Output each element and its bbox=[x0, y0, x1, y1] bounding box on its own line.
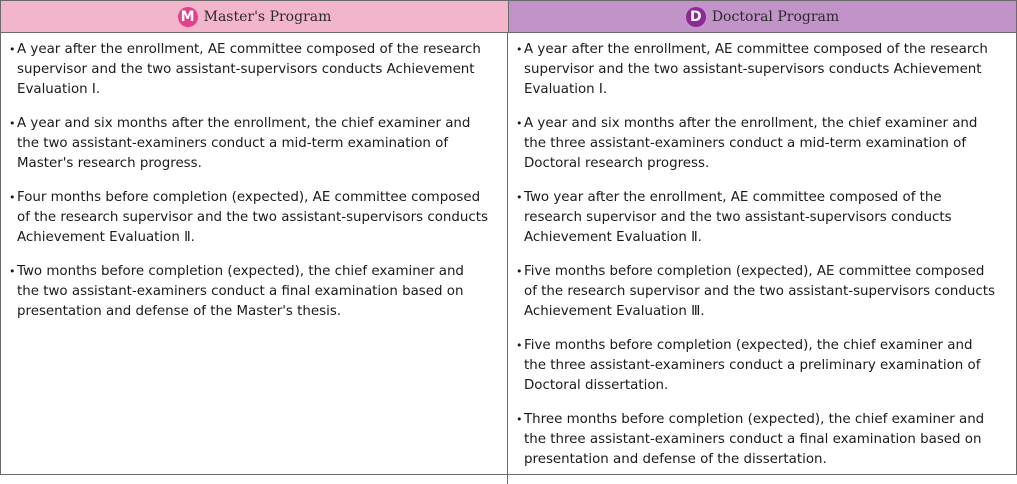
bullet-icon: • bbox=[9, 43, 16, 56]
list-item bbox=[516, 114, 1010, 174]
doctoral-title: Doctoral Program bbox=[711, 8, 840, 25]
list-item-text: Five months before completion (expected), AE committee composed of the research supervisor and the two assistant-supervisors conducts Achievement Evaluation Ⅲ. bbox=[524, 264, 995, 319]
table-body-row bbox=[1, 33, 1016, 484]
bullet-icon: • bbox=[516, 339, 523, 352]
bullet-icon: • bbox=[9, 117, 16, 130]
list-item-text: Three months before completion (expected), the chief examiner and the three assistant-examiners conduct a final examination based on presentation and defense of the dissertation. bbox=[524, 412, 985, 467]
masters-column bbox=[1, 33, 508, 484]
list-item-text: A year and six months after the enrollment, the chief examiner and the two assistant-examiners conduct a mid-term examination of Master's research progress. bbox=[17, 116, 471, 171]
list-item-text: Five months before completion (expected), the chief examiner and the three assistant-examiners conduct a preliminary examination of Doctoral dissertation. bbox=[524, 338, 981, 393]
masters-header bbox=[1, 1, 509, 32]
bullet-icon: • bbox=[516, 43, 523, 56]
masters-badge-icon: M bbox=[178, 7, 198, 27]
doctoral-column bbox=[508, 33, 1016, 484]
bullet-icon: • bbox=[516, 117, 523, 130]
list-item bbox=[516, 40, 1010, 100]
list-item-text: A year after the enrollment, AE committee composed of the research supervisor and the two assistant-supervisors conducts Achievement Evaluation Ⅰ. bbox=[524, 42, 988, 97]
list-item-text: Two months before completion (expected), the chief examiner and the two assistant-examiners conduct a final examination based on presentation and defense of the Master's thesis. bbox=[17, 264, 464, 319]
table-header-row bbox=[1, 1, 1016, 33]
list-item-text: A year after the enrollment, AE committee composed of the research supervisor and the two assistant-supervisors conducts Achievement Evaluation Ⅰ. bbox=[17, 42, 481, 97]
list-item-text: Two year after the enrollment, AE committee composed of the research supervisor and the two assistant-supervisors conducts Achievement Evaluation Ⅱ. bbox=[524, 190, 952, 245]
doctoral-badge-icon: D bbox=[686, 7, 706, 27]
doctoral-header bbox=[509, 1, 1016, 32]
bullet-icon: • bbox=[9, 265, 16, 278]
bullet-icon: • bbox=[516, 413, 523, 426]
list-item bbox=[516, 410, 1010, 470]
bullet-icon: • bbox=[516, 191, 523, 204]
list-item-text: Four months before completion (expected), AE committee composed of the research supervisor and the two assistant-supervisors conducts Achievement Evaluation Ⅱ. bbox=[17, 190, 488, 245]
list-item bbox=[9, 114, 501, 174]
bullet-icon: • bbox=[516, 265, 523, 278]
list-item bbox=[9, 262, 501, 322]
masters-title: Master's Program bbox=[203, 8, 332, 25]
list-item bbox=[516, 336, 1010, 396]
list-item bbox=[9, 40, 501, 100]
bullet-icon: • bbox=[9, 191, 16, 204]
list-item-text: A year and six months after the enrollment, the chief examiner and the three assistant-examiners conduct a mid-term examination of Doctoral research progress. bbox=[524, 116, 978, 171]
list-item bbox=[9, 188, 501, 248]
list-item bbox=[516, 188, 1010, 248]
list-item bbox=[516, 262, 1010, 322]
